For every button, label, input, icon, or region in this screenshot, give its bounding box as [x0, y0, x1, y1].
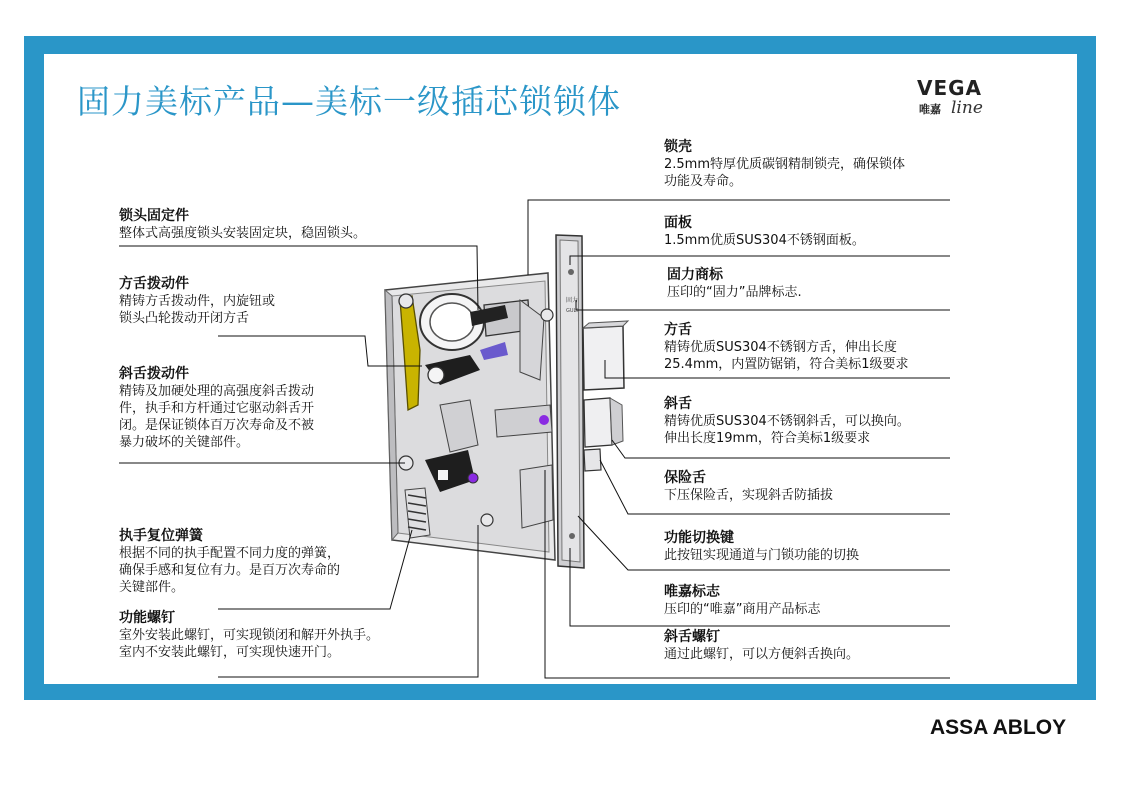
- callout-heading: 执手复位弹簧: [119, 528, 203, 544]
- callout-text: 25.4mm，内置防锯销，符合美标1级要求: [664, 357, 909, 372]
- callout-heading: 固力商标: [667, 267, 723, 283]
- callout-text: 2.5mm特厚优质碳钢精制锁壳，确保锁体: [664, 157, 906, 172]
- callout-text: 精铸方舌拨动件，内旋钮或: [119, 294, 276, 309]
- callout-function-screw: [119, 609, 379, 661]
- svg-text:固力: 固力: [566, 297, 579, 304]
- callout-text: 压印的“唯嘉”商用产品标志: [664, 602, 821, 617]
- callout-text: 通过此螺钉，可以方便斜舌换向。: [664, 647, 860, 662]
- callout-latch-screw: [664, 628, 859, 663]
- vega-logo-cn: 唯嘉: [919, 103, 941, 116]
- callout-text: 根据不同的执手配置不同力度的弹簧，: [119, 546, 341, 561]
- callout-return-spring: [119, 527, 340, 596]
- callout-text: 关键部件。: [119, 580, 185, 595]
- callout-text: 精铸优质SUS304不锈钢方舌，伸出长度: [664, 340, 897, 355]
- callout-text: 1.5mm优质SUS304不锈钢面板。: [664, 233, 865, 248]
- assa-abloy-logo: ASSA ABLOY: [930, 716, 1067, 739]
- callout-text: 室内不安装此螺钉，可实现快速开门。: [119, 645, 341, 660]
- callout-guli-trademark: [667, 266, 802, 301]
- callout-heading: 保险舌: [664, 470, 706, 486]
- deadbolt: [583, 321, 628, 390]
- callout-heading: 面板: [664, 215, 692, 231]
- callout-text: 下压保险舌，实现斜舌防插拔: [664, 488, 834, 503]
- callout-latch-bolt: [664, 395, 910, 447]
- latch-bolt: [584, 398, 623, 447]
- callout-latch-driver: [119, 365, 314, 451]
- callout-text: 锁头凸轮拨动开闭方舌: [119, 311, 250, 326]
- callout-deadbolt-driver: [119, 275, 275, 327]
- callout-heading: 斜舌拨动件: [119, 366, 189, 382]
- guard-bolt: [584, 449, 601, 471]
- callout-text: 伸出长度19mm，符合美标1级要求: [664, 431, 871, 446]
- callout-deadbolt: [664, 321, 909, 373]
- callout-vega-mark: [664, 583, 820, 618]
- callout-face-plate: [664, 214, 865, 249]
- callout-heading: 方舌拨动件: [119, 276, 189, 292]
- callout-guard-bolt: [664, 469, 833, 504]
- callout-heading: 锁壳: [664, 139, 692, 155]
- callout-heading: 唯嘉标志: [664, 584, 720, 600]
- callout-text: 闭。是保证锁体百万次寿命及不被: [119, 418, 315, 433]
- callout-text: 精铸优质SUS304不锈钢斜舌，可以换向。: [664, 414, 910, 429]
- vega-logo-text: VEGA: [917, 76, 983, 100]
- callout-lock-case: [664, 138, 905, 190]
- callout-text: 功能及寿命。: [664, 174, 743, 189]
- callout-lock-cylinder-bracket: [119, 207, 366, 242]
- callout-text: 室外安装此螺钉，可实现锁闭和解开外执手。: [119, 628, 380, 643]
- callout-text: 压印的“固力”品牌标志.: [667, 285, 802, 300]
- slide-title: 固力美标产品—美标一级插芯锁锁体: [77, 82, 621, 121]
- callout-heading: 锁头固定件: [119, 208, 189, 224]
- callout-text: 暴力破坏的关键部件。: [119, 435, 250, 450]
- callout-heading: 方舌: [664, 322, 692, 338]
- svg-text:GULI: GULI: [566, 308, 578, 314]
- callout-heading: 斜舌: [664, 396, 692, 412]
- callout-text: 精铸及加硬处理的高强度斜舌拨动: [119, 384, 315, 399]
- callout-text: 此按钮实现通道与门锁功能的切换: [664, 548, 860, 563]
- callout-heading: 斜舌螺钉: [664, 629, 720, 645]
- vega-logo-line: line: [951, 98, 983, 118]
- callout-text: 确保手感和复位有力。是百万次寿命的: [119, 563, 341, 578]
- callout-text: 整体式高强度锁头安装固定块，稳固锁头。: [119, 226, 367, 241]
- callout-heading: 功能切换键: [664, 530, 734, 546]
- callout-function-switch: [664, 529, 859, 564]
- callout-heading: 功能螺钉: [119, 610, 175, 626]
- callout-text: 件，执手和方杆通过它驱动斜舌开: [119, 401, 315, 416]
